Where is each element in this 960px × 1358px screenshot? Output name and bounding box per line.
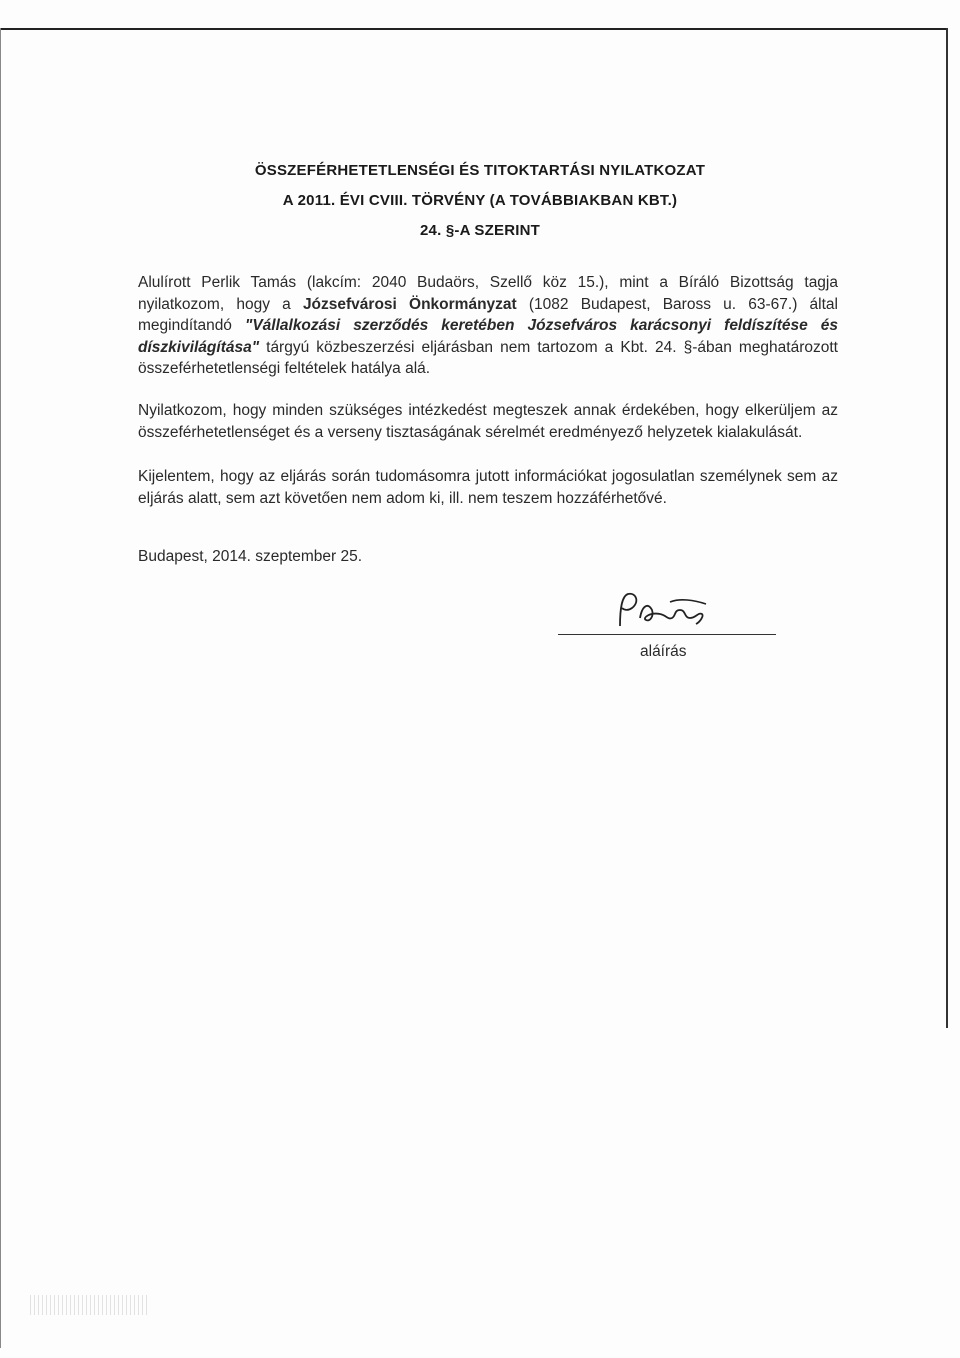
declaration-text-1: Alulírott Perlik Tamás (lakcím: 2040 Budaörs, Szellő köz 15.), mint a Bíráló Bizottság tagja nyilatkozom, hogy a [138, 274, 838, 313]
document-subtitle-section: 24. §-A SZERINT [420, 222, 540, 239]
place-and-date: Budapest, 2014. szeptember 25. [138, 548, 363, 565]
signature-label: aláírás [640, 643, 687, 660]
signature-line [558, 634, 776, 635]
organization-name: Józsefvárosi Önkormányzat [302, 295, 517, 313]
confidentiality-paragraph: Kijelentem, hogy az eljárás során tudomásomra jutott információkat jogosulatlan személynek sem az eljárás alatt, sem azt követően nem adom ki, ill. nem teszem hozzáférhetővé. [138, 468, 838, 507]
handwritten-signature [610, 588, 730, 638]
declaration-paragraph [138, 272, 838, 380]
measures-paragraph: Nyilatkozom, hogy minden szükséges intézkedést megteszek annak érdekében, hogy elkerüljem az összeférhetetlenséget és a verseny tisztaságának sérelmét eredményező helyzetek kialakulását. [138, 402, 838, 441]
scan-edge-left [0, 28, 1, 1348]
scan-noise [30, 1295, 150, 1315]
declaration-text-3: tárgyú közbeszerzési eljárásban nem tartozom a Kbt. 24. §-ában meghatározott összeférhetetlenségi feltételek hatálya alá. [138, 338, 838, 377]
scan-edge-top [0, 28, 946, 30]
scan-edge-right [946, 28, 948, 1028]
document-subtitle-law: A 2011. ÉVI CVIII. TÖRVÉNY (A TOVÁBBIAKBAN KBT.) [282, 192, 678, 209]
procurement-subject: "Vállalkozási szerződés keretében Józsefváros karácsonyi feldíszítése és díszkivilágítása" [138, 317, 838, 356]
declaration-text-2: (1082 Budapest, Baross u. 63-67.) által megindítandó [138, 295, 838, 334]
document-title: ÖSSZEFÉRHETETLENSÉGI ÉS TITOKTARTÁSI NYILATKOZAT [254, 162, 706, 179]
